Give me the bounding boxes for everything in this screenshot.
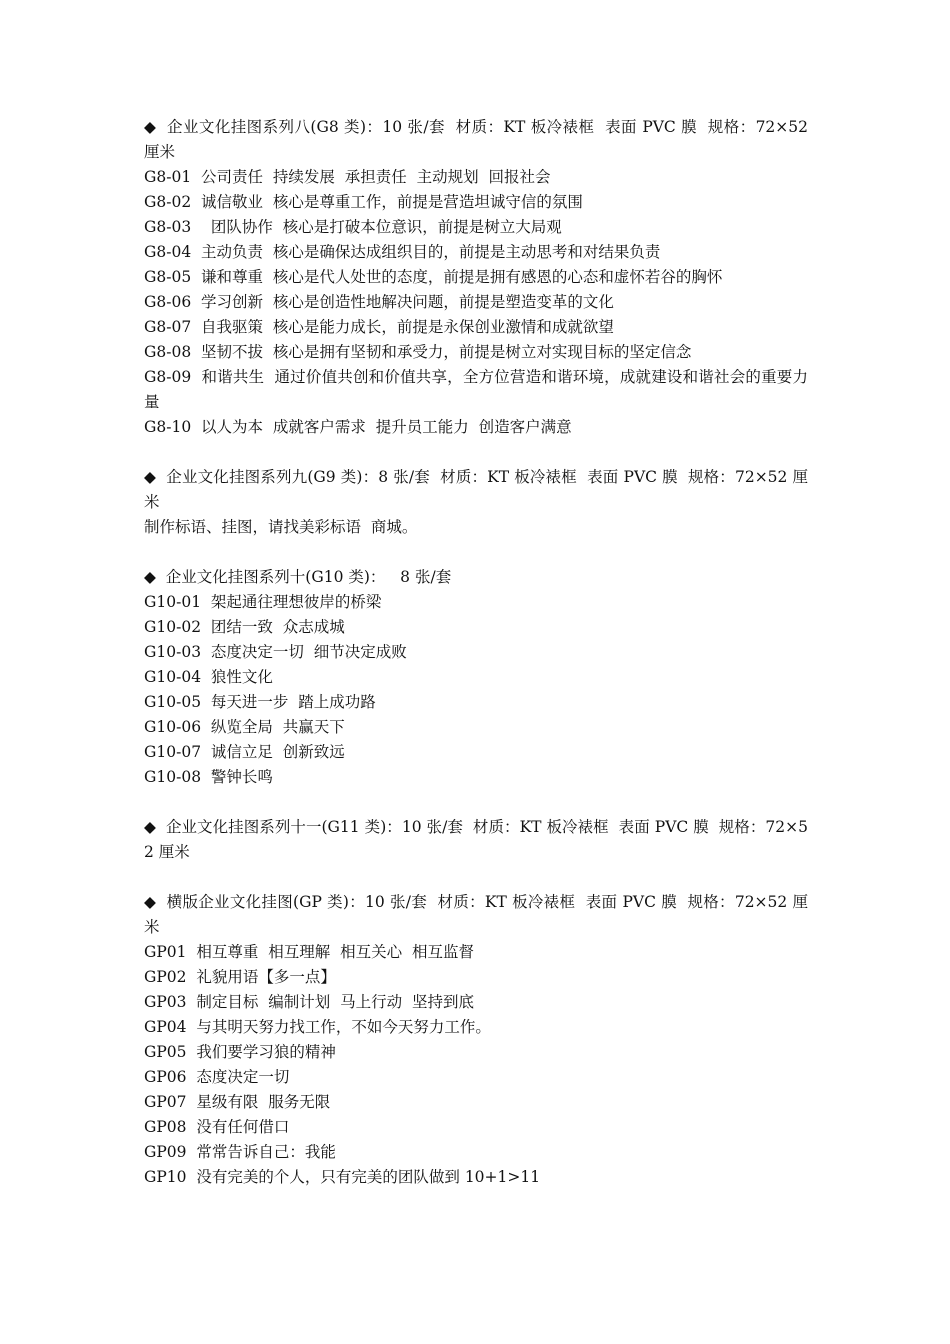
section-heading-g8: ◆ 企业文化挂图系列八(G8 类)：10 张/套 材质：KT 板冷裱框 表面 PVC 膜 规格：72×52 厘米 <box>144 118 813 161</box>
list-item: G8-09 和谐共生 通过价值共创和价值共享，全方位营造和谐环境，成就建设和谐社会的重要力量 <box>144 368 808 411</box>
list-item: G10-05 每天进一步 踏上成功路 <box>144 693 376 711</box>
section-heading-g11: ◆ 企业文化挂图系列十一(G11 类)：10 张/套 材质：KT 板冷裱框 表面 PVC 膜 规格：72×52 厘米 <box>144 818 808 861</box>
document-body <box>144 115 813 1190</box>
list-item: GP09 常常告诉自己：我能 <box>144 1143 336 1161</box>
list-item: G10-01 架起通往理想彼岸的桥梁 <box>144 593 382 611</box>
list-item: G8-01 公司责任 持续发展 承担责任 主动规划 回报社会 <box>144 168 551 186</box>
list-item: 制作标语、挂图，请找美彩标语 商城。 <box>144 518 418 536</box>
list-item: G8-07 自我驱策 核心是能力成长，前提是永保创业激情和成就欲望 <box>144 318 614 336</box>
paragraph-gap <box>144 540 808 565</box>
list-item: G10-02 团结一致 众志成城 <box>144 618 345 636</box>
list-item: G10-04 狼性文化 <box>144 668 273 686</box>
list-item: G10-06 纵览全局 共赢天下 <box>144 718 345 736</box>
list-item: G8-08 坚韧不拔 核心是拥有坚韧和承受力，前提是树立对实现目标的坚定信念 <box>144 343 692 361</box>
list-item: GP07 星级有限 服务无限 <box>144 1093 331 1111</box>
list-item: G10-08 警钟长鸣 <box>144 768 273 786</box>
list-item: GP02 礼貌用语【多一点】 <box>144 968 336 986</box>
paragraph-gap <box>144 440 808 465</box>
list-item: G8-03 团队协作 核心是打破本位意识，前提是树立大局观 <box>144 218 562 236</box>
list-item: GP08 没有任何借口 <box>144 1118 290 1136</box>
paragraph-gap <box>144 865 808 890</box>
list-item: G10-07 诚信立足 创新致远 <box>144 743 345 761</box>
list-item: G8-02 诚信敬业 核心是尊重工作，前提是营造坦诚守信的氛围 <box>144 193 583 211</box>
list-item: G8-04 主动负责 核心是确保达成组织目的，前提是主动思考和对结果负责 <box>144 243 661 261</box>
section-heading-g9: ◆ 企业文化挂图系列九(G9 类)：8 张/套 材质：KT 板冷裱框 表面 PVC 膜 规格：72×52 厘米 <box>144 468 808 511</box>
list-item: G8-06 学习创新 核心是创造性地解决问题，前提是塑造变革的文化 <box>144 293 614 311</box>
paragraph-gap <box>144 790 808 815</box>
list-item: G10-03 态度决定一切 细节决定成败 <box>144 643 407 661</box>
list-item: GP01 相互尊重 相互理解 相互关心 相互监督 <box>144 943 474 961</box>
section-heading-gp: ◆ 横版企业文化挂图(GP 类)：10 张/套 材质：KT 板冷裱框 表面 PVC 膜 规格：72×52 厘米 <box>144 893 808 936</box>
section-heading-g10: ◆ 企业文化挂图系列十(G10 类)： 8 张/套 <box>144 568 452 586</box>
list-item: G8-10 以人为本 成就客户需求 提升员工能力 创造客户满意 <box>144 418 572 436</box>
list-item: G8-05 谦和尊重 核心是代人处世的态度，前提是拥有感恩的心态和虚怀若谷的胸怀 <box>144 268 723 286</box>
list-item: GP04 与其明天努力找工作，不如今天努力工作。 <box>144 1018 491 1036</box>
list-item: GP05 我们要学习狼的精神 <box>144 1043 336 1061</box>
list-item: GP10 没有完美的个人，只有完美的团队做到 10+1>11 <box>144 1168 541 1186</box>
list-item: GP03 制定目标 编制计划 马上行动 坚持到底 <box>144 993 474 1011</box>
list-item: GP06 态度决定一切 <box>144 1068 290 1086</box>
